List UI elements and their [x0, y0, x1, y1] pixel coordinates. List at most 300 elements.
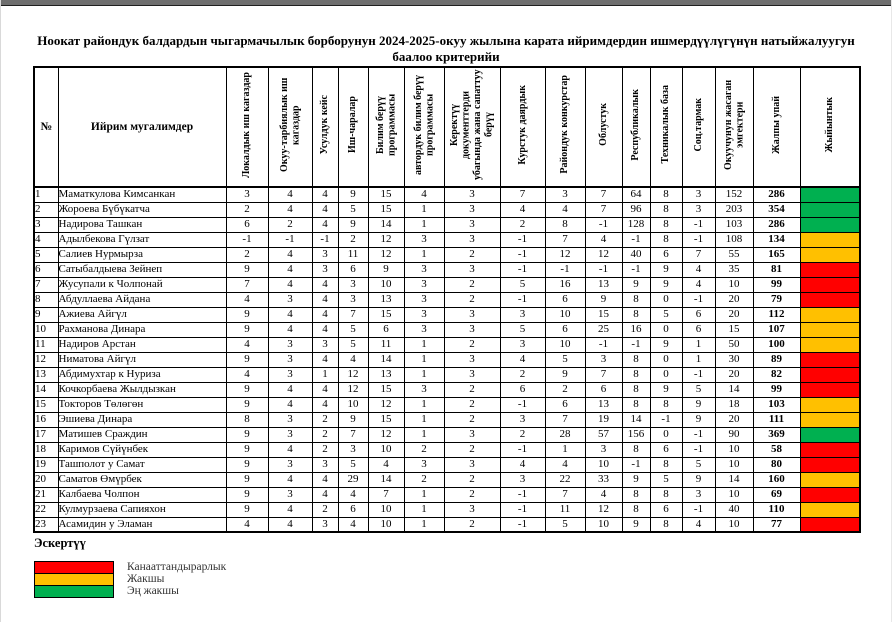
- cell-score-course-readiness: 2: [500, 367, 545, 382]
- cell-row-number: 9: [34, 307, 58, 322]
- cell-row-number: 15: [34, 397, 58, 412]
- cell-row-number: 8: [34, 292, 58, 307]
- cell-score-social-media: 9: [682, 397, 715, 412]
- cell-score-oblast: 19: [585, 412, 622, 427]
- cell-score-author-program: 1: [404, 202, 444, 217]
- cell-score-edu-papers: 3: [268, 367, 312, 382]
- column-header-label: Республикалык: [630, 88, 642, 161]
- cell-result-color: [800, 442, 860, 457]
- cell-score-edu-program: 14: [368, 472, 404, 487]
- cell-score-tech-base: 5: [650, 307, 682, 322]
- cell-teacher-name: Абдимухтар к Нуриза: [58, 367, 226, 382]
- cell-score-local-papers: 6: [226, 217, 268, 232]
- cell-teacher-name: Жороева Бүбүкатча: [58, 202, 226, 217]
- column-header-edu-program: [368, 67, 404, 187]
- column-header-num: [34, 67, 58, 187]
- table-row: [34, 217, 860, 232]
- cell-score-events: 5: [338, 337, 368, 352]
- table-row: [34, 517, 860, 532]
- cell-score-author-program: 1: [404, 517, 444, 532]
- table-row: [34, 292, 860, 307]
- cell-score-social-media: 5: [682, 382, 715, 397]
- cell-score-events: 29: [338, 472, 368, 487]
- cell-score-local-papers: 9: [226, 442, 268, 457]
- cell-score-edu-papers: 4: [268, 397, 312, 412]
- cell-score-edu-program: 14: [368, 352, 404, 367]
- header-row: [34, 67, 860, 187]
- cell-score-district-contests: 7: [545, 487, 585, 502]
- cell-score-oblast: -1: [585, 262, 622, 277]
- cell-score-student-works: 20: [715, 307, 753, 322]
- column-header-label: Окуу-тарбиялык иш кагаздар: [278, 77, 301, 172]
- cell-score-method-case: 2: [312, 442, 338, 457]
- legend-label-satisfactory: Канааттандырарлык: [127, 561, 227, 573]
- cell-score-oblast: 10: [585, 517, 622, 532]
- cell-score-course-readiness: -1: [500, 442, 545, 457]
- cell-score-events: 6: [338, 262, 368, 277]
- cell-result-color: [800, 307, 860, 322]
- cell-teacher-name: Надирова Ташкан: [58, 217, 226, 232]
- cell-total-score: 286: [753, 187, 800, 202]
- cell-score-author-program: 1: [404, 397, 444, 412]
- cell-score-republic: -1: [622, 232, 650, 247]
- cell-score-author-program: 1: [404, 337, 444, 352]
- cell-score-district-contests: 28: [545, 427, 585, 442]
- cell-score-edu-papers: 4: [268, 502, 312, 517]
- cell-score-social-media: 5: [682, 457, 715, 472]
- cell-score-republic: 9: [622, 517, 650, 532]
- cell-score-district-contests: 6: [545, 292, 585, 307]
- cell-score-method-case: 4: [312, 307, 338, 322]
- cell-score-social-media: 9: [682, 412, 715, 427]
- cell-score-republic: 64: [622, 187, 650, 202]
- cell-score-local-papers: 9: [226, 502, 268, 517]
- cell-total-score: 69: [753, 487, 800, 502]
- cell-score-method-case: 4: [312, 472, 338, 487]
- cell-teacher-name: Сатыбалдыева Зейнеп: [58, 262, 226, 277]
- cell-score-district-contests: 12: [545, 247, 585, 262]
- cell-score-oblast: -1: [585, 337, 622, 352]
- cell-score-edu-papers: 4: [268, 307, 312, 322]
- cell-score-tech-base: 0: [650, 322, 682, 337]
- cell-total-score: 110: [753, 502, 800, 517]
- cell-score-author-program: 1: [404, 352, 444, 367]
- cell-score-edu-papers: 3: [268, 352, 312, 367]
- cell-score-docs-quality: 2: [444, 382, 500, 397]
- cell-score-method-case: 4: [312, 382, 338, 397]
- column-header-author-program: [404, 67, 444, 187]
- cell-teacher-name: Калбаева Чолпон: [58, 487, 226, 502]
- table-row: [34, 502, 860, 517]
- cell-score-edu-program: 15: [368, 412, 404, 427]
- cell-score-district-contests: 1: [545, 442, 585, 457]
- cell-score-republic: 8: [622, 352, 650, 367]
- cell-score-oblast: 12: [585, 502, 622, 517]
- cell-score-course-readiness: 6: [500, 382, 545, 397]
- cell-score-course-readiness: 3: [500, 472, 545, 487]
- cell-score-oblast: 12: [585, 247, 622, 262]
- cell-score-author-program: 1: [404, 247, 444, 262]
- cell-score-author-program: 1: [404, 487, 444, 502]
- cell-score-method-case: 3: [312, 262, 338, 277]
- cell-score-local-papers: 9: [226, 382, 268, 397]
- cell-row-number: 22: [34, 502, 58, 517]
- cell-result-color: [800, 187, 860, 202]
- table-row: [34, 472, 860, 487]
- cell-score-social-media: 3: [682, 487, 715, 502]
- cell-score-tech-base: 8: [650, 517, 682, 532]
- cell-score-local-papers: 4: [226, 517, 268, 532]
- table-row: [34, 442, 860, 457]
- cell-score-social-media: -1: [682, 217, 715, 232]
- cell-teacher-name: Салиев Нурмырза: [58, 247, 226, 262]
- page-title-line2: баалоо критерийи: [392, 49, 500, 64]
- table-row: [34, 367, 860, 382]
- cell-teacher-name: Токторов Төлөгөн: [58, 397, 226, 412]
- cell-score-edu-papers: 4: [268, 187, 312, 202]
- cell-score-course-readiness: -1: [500, 502, 545, 517]
- cell-score-edu-papers: 4: [268, 262, 312, 277]
- table-row: [34, 397, 860, 412]
- cell-score-oblast: 3: [585, 352, 622, 367]
- cell-row-number: 12: [34, 352, 58, 367]
- cell-score-docs-quality: 2: [444, 292, 500, 307]
- legend-swatch-green: [34, 585, 114, 598]
- cell-score-tech-base: 8: [650, 202, 682, 217]
- cell-score-local-papers: 7: [226, 277, 268, 292]
- cell-score-tech-base: 6: [650, 442, 682, 457]
- cell-score-republic: 9: [622, 277, 650, 292]
- cell-score-republic: 8: [622, 442, 650, 457]
- cell-score-docs-quality: 2: [444, 517, 500, 532]
- cell-teacher-name: Эшиева Динара: [58, 412, 226, 427]
- cell-score-local-papers: 9: [226, 457, 268, 472]
- cell-score-docs-quality: 3: [444, 232, 500, 247]
- cell-score-student-works: 10: [715, 517, 753, 532]
- cell-score-docs-quality: 2: [444, 337, 500, 352]
- cell-score-republic: 40: [622, 247, 650, 262]
- cell-score-edu-papers: -1: [268, 232, 312, 247]
- cell-score-district-contests: 3: [545, 187, 585, 202]
- column-header-republic: [622, 67, 650, 187]
- cell-score-tech-base: -1: [650, 412, 682, 427]
- cell-score-district-contests: 10: [545, 337, 585, 352]
- cell-score-local-papers: 9: [226, 322, 268, 337]
- cell-score-events: 5: [338, 322, 368, 337]
- cell-score-docs-quality: 3: [444, 322, 500, 337]
- cell-result-color: [800, 517, 860, 532]
- cell-score-events: 11: [338, 247, 368, 262]
- cell-total-score: 79: [753, 292, 800, 307]
- column-header-label: Жыйынтык: [824, 96, 835, 153]
- cell-score-district-contests: 8: [545, 217, 585, 232]
- cell-teacher-name: Асамидин у Эламан: [58, 517, 226, 532]
- cell-score-method-case: 4: [312, 277, 338, 292]
- cell-row-number: 2: [34, 202, 58, 217]
- cell-score-social-media: -1: [682, 367, 715, 382]
- cell-score-social-media: -1: [682, 502, 715, 517]
- cell-score-oblast: 4: [585, 487, 622, 502]
- cell-result-color: [800, 202, 860, 217]
- cell-teacher-name: Ниматова Айгүл: [58, 352, 226, 367]
- cell-score-republic: 96: [622, 202, 650, 217]
- cell-score-author-program: 1: [404, 367, 444, 382]
- cell-score-republic: 156: [622, 427, 650, 442]
- cell-score-district-contests: 11: [545, 502, 585, 517]
- cell-teacher-name: Саматов Өмүрбек: [58, 472, 226, 487]
- cell-score-student-works: 50: [715, 337, 753, 352]
- cell-score-local-papers: 9: [226, 397, 268, 412]
- cell-score-course-readiness: -1: [500, 232, 545, 247]
- column-header-label: Керектүү документтерди убагында жана сапаттуу берүү: [449, 69, 495, 180]
- cell-score-course-readiness: -1: [500, 262, 545, 277]
- cell-score-student-works: 20: [715, 367, 753, 382]
- cell-score-edu-program: 10: [368, 517, 404, 532]
- cell-score-oblast: 10: [585, 457, 622, 472]
- cell-total-score: 160: [753, 472, 800, 487]
- cell-score-docs-quality: 2: [444, 397, 500, 412]
- cell-score-local-papers: -1: [226, 232, 268, 247]
- cell-score-tech-base: 0: [650, 352, 682, 367]
- cell-row-number: 4: [34, 232, 58, 247]
- cell-score-method-case: 3: [312, 337, 338, 352]
- cell-score-local-papers: 4: [226, 337, 268, 352]
- cell-score-social-media: 9: [682, 472, 715, 487]
- cell-score-docs-quality: 2: [444, 487, 500, 502]
- column-header-label: автордук билим берүү программасы: [412, 74, 435, 175]
- cell-score-student-works: 20: [715, 292, 753, 307]
- cell-score-tech-base: 9: [650, 262, 682, 277]
- column-header-events: [338, 67, 368, 187]
- cell-score-events: 12: [338, 367, 368, 382]
- cell-score-events: 3: [338, 292, 368, 307]
- criteria-table: [33, 66, 861, 533]
- cell-total-score: 286: [753, 217, 800, 232]
- column-header-method-case: [312, 67, 338, 187]
- cell-score-tech-base: 0: [650, 367, 682, 382]
- note-label: Эскертүү: [34, 536, 86, 550]
- table-row: [34, 487, 860, 502]
- cell-row-number: 20: [34, 472, 58, 487]
- cell-score-student-works: 103: [715, 217, 753, 232]
- cell-score-author-program: 3: [404, 262, 444, 277]
- column-header-label: Ийрим мугалимдер: [90, 121, 194, 133]
- cell-score-author-program: 2: [404, 472, 444, 487]
- cell-score-edu-papers: 4: [268, 382, 312, 397]
- cell-teacher-name: Абдуллаева Айдана: [58, 292, 226, 307]
- cell-result-color: [800, 247, 860, 262]
- cell-score-docs-quality: 3: [444, 427, 500, 442]
- cell-score-student-works: 35: [715, 262, 753, 277]
- cell-result-color: [800, 292, 860, 307]
- cell-total-score: 82: [753, 367, 800, 382]
- cell-total-score: 165: [753, 247, 800, 262]
- column-header-docs-quality: [444, 67, 500, 187]
- cell-score-edu-papers: 4: [268, 247, 312, 262]
- cell-score-social-media: 1: [682, 337, 715, 352]
- cell-score-method-case: 4: [312, 202, 338, 217]
- table-body: [34, 187, 860, 532]
- cell-score-events: 4: [338, 352, 368, 367]
- cell-row-number: 16: [34, 412, 58, 427]
- cell-score-oblast: 6: [585, 382, 622, 397]
- cell-score-course-readiness: 7: [500, 187, 545, 202]
- cell-score-district-contests: 22: [545, 472, 585, 487]
- cell-score-method-case: 4: [312, 487, 338, 502]
- legend-label-good: Жакшы: [127, 573, 165, 585]
- cell-score-edu-program: 11: [368, 337, 404, 352]
- cell-score-tech-base: 0: [650, 292, 682, 307]
- cell-score-tech-base: 8: [650, 187, 682, 202]
- cell-score-edu-program: 12: [368, 247, 404, 262]
- cell-score-republic: -1: [622, 262, 650, 277]
- cell-score-republic: 14: [622, 412, 650, 427]
- cell-score-docs-quality: 2: [444, 472, 500, 487]
- cell-score-student-works: 203: [715, 202, 753, 217]
- cell-score-author-program: 3: [404, 307, 444, 322]
- cell-total-score: 89: [753, 352, 800, 367]
- table-row: [34, 352, 860, 367]
- cell-score-method-case: -1: [312, 232, 338, 247]
- cell-score-course-readiness: 3: [500, 412, 545, 427]
- table-row: [34, 457, 860, 472]
- cell-total-score: 77: [753, 517, 800, 532]
- cell-score-edu-papers: 4: [268, 277, 312, 292]
- cell-score-republic: 8: [622, 502, 650, 517]
- cell-score-method-case: 4: [312, 187, 338, 202]
- cell-score-edu-program: 10: [368, 442, 404, 457]
- cell-score-student-works: 14: [715, 472, 753, 487]
- cell-row-number: 21: [34, 487, 58, 502]
- cell-score-edu-papers: 4: [268, 202, 312, 217]
- table-row: [34, 307, 860, 322]
- cell-total-score: 107: [753, 322, 800, 337]
- cell-score-edu-program: 12: [368, 232, 404, 247]
- cell-teacher-name: Ташполот у Самат: [58, 457, 226, 472]
- cell-score-course-readiness: 3: [500, 337, 545, 352]
- cell-score-tech-base: 8: [650, 457, 682, 472]
- cell-score-social-media: -1: [682, 292, 715, 307]
- cell-score-district-contests: 10: [545, 307, 585, 322]
- cell-score-social-media: 4: [682, 277, 715, 292]
- cell-score-docs-quality: 3: [444, 352, 500, 367]
- cell-teacher-name: Надиров Арстан: [58, 337, 226, 352]
- cell-score-edu-program: 15: [368, 187, 404, 202]
- column-header-total: [753, 67, 800, 187]
- cell-score-edu-program: 4: [368, 457, 404, 472]
- cell-score-events: 4: [338, 517, 368, 532]
- cell-score-method-case: 3: [312, 457, 338, 472]
- cell-score-district-contests: 4: [545, 457, 585, 472]
- cell-score-student-works: 90: [715, 427, 753, 442]
- cell-score-author-program: 1: [404, 217, 444, 232]
- table-row: [34, 337, 860, 352]
- cell-score-edu-papers: 4: [268, 322, 312, 337]
- cell-score-district-contests: 6: [545, 322, 585, 337]
- cell-score-events: 12: [338, 382, 368, 397]
- cell-teacher-name: Матишев Сраждин: [58, 427, 226, 442]
- cell-row-number: 23: [34, 517, 58, 532]
- cell-score-local-papers: 9: [226, 307, 268, 322]
- cell-score-author-program: 3: [404, 382, 444, 397]
- column-header-district-contests: [545, 67, 585, 187]
- column-header-student-works: [715, 67, 753, 187]
- column-header-social-media: [682, 67, 715, 187]
- cell-score-student-works: 14: [715, 382, 753, 397]
- cell-score-student-works: 152: [715, 187, 753, 202]
- table-row: [34, 427, 860, 442]
- column-header-label: Билим берүү программасы: [374, 93, 397, 156]
- cell-total-score: 81: [753, 262, 800, 277]
- cell-result-color: [800, 502, 860, 517]
- cell-score-oblast: 13: [585, 277, 622, 292]
- cell-teacher-name: Рахманова Динара: [58, 322, 226, 337]
- cell-score-course-readiness: 3: [500, 307, 545, 322]
- cell-row-number: 17: [34, 427, 58, 442]
- column-header-label: Усулдук кейс: [319, 94, 331, 155]
- cell-total-score: 80: [753, 457, 800, 472]
- cell-score-oblast: 7: [585, 187, 622, 202]
- cell-score-republic: 8: [622, 397, 650, 412]
- cell-score-events: 4: [338, 487, 368, 502]
- cell-result-color: [800, 457, 860, 472]
- cell-score-tech-base: 9: [650, 277, 682, 292]
- column-header-label: №: [40, 121, 53, 133]
- cell-score-oblast: 15: [585, 307, 622, 322]
- cell-score-oblast: 25: [585, 322, 622, 337]
- cell-score-republic: 8: [622, 307, 650, 322]
- cell-score-docs-quality: 3: [444, 262, 500, 277]
- cell-total-score: 134: [753, 232, 800, 247]
- cell-result-color: [800, 397, 860, 412]
- cell-score-local-papers: 9: [226, 262, 268, 277]
- table-row: [34, 247, 860, 262]
- cell-total-score: 112: [753, 307, 800, 322]
- cell-teacher-name: Кулмурзаева Сапияхон: [58, 502, 226, 517]
- cell-total-score: 99: [753, 382, 800, 397]
- cell-score-docs-quality: 2: [444, 247, 500, 262]
- cell-score-edu-papers: 4: [268, 442, 312, 457]
- cell-score-social-media: 4: [682, 517, 715, 532]
- cell-score-tech-base: 5: [650, 472, 682, 487]
- column-header-name: [58, 67, 226, 187]
- cell-result-color: [800, 352, 860, 367]
- cell-score-course-readiness: 4: [500, 202, 545, 217]
- cell-row-number: 6: [34, 262, 58, 277]
- column-header-label: Райондук конкурстар: [559, 75, 571, 174]
- cell-score-republic: 8: [622, 382, 650, 397]
- table-row: [34, 277, 860, 292]
- cell-result-color: [800, 427, 860, 442]
- cell-score-local-papers: 3: [226, 187, 268, 202]
- cell-score-course-readiness: 4: [500, 352, 545, 367]
- cell-score-edu-papers: 3: [268, 487, 312, 502]
- cell-score-oblast: 7: [585, 202, 622, 217]
- cell-score-events: 5: [338, 202, 368, 217]
- cell-score-edu-papers: 4: [268, 472, 312, 487]
- cell-score-course-readiness: 2: [500, 217, 545, 232]
- cell-score-edu-papers: 2: [268, 217, 312, 232]
- cell-score-student-works: 10: [715, 487, 753, 502]
- cell-teacher-name: Адылбекова Гүлзат: [58, 232, 226, 247]
- cell-score-author-program: 3: [404, 232, 444, 247]
- cell-result-color: [800, 487, 860, 502]
- cell-score-social-media: 7: [682, 247, 715, 262]
- cell-score-method-case: 3: [312, 517, 338, 532]
- cell-score-tech-base: 8: [650, 397, 682, 412]
- cell-score-oblast: 4: [585, 232, 622, 247]
- cell-score-method-case: 2: [312, 427, 338, 442]
